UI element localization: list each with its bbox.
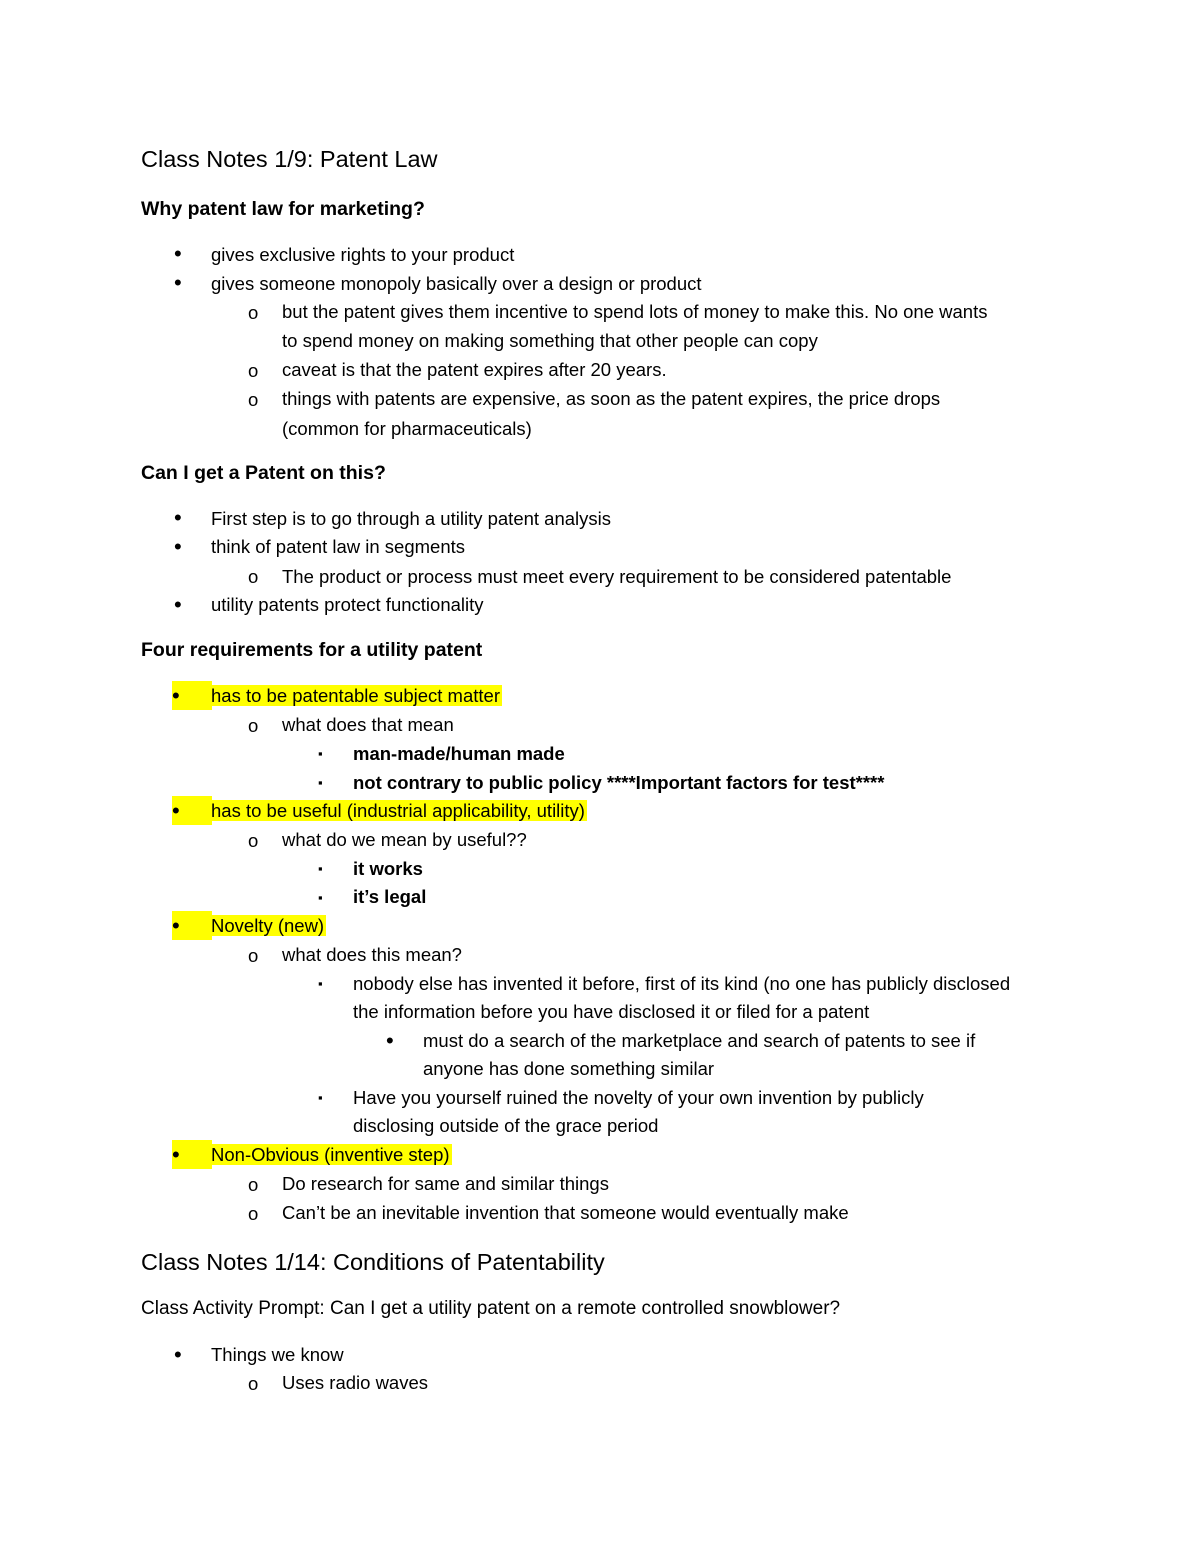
circle-marker: o <box>248 1203 259 1224</box>
list-item: caveat is that the patent expires after 20 years. <box>282 359 667 380</box>
highlight-text: has to be useful (industrial applicability, utility) <box>211 800 585 821</box>
list-item: what do we mean by useful?? <box>282 829 527 850</box>
bullet-marker: • <box>386 1028 394 1053</box>
square-marker: ▪ <box>318 1090 323 1105</box>
list-item-continuation: to spend money on making something that other people can copy <box>282 330 818 351</box>
highlighted-requirement <box>210 911 326 940</box>
list-item-continuation: (common for pharmaceuticals) <box>282 418 532 439</box>
bullet-marker: • <box>174 592 182 617</box>
list-item: Uses radio waves <box>282 1372 429 1393</box>
list-item: gives exclusive rights to your product <box>211 244 515 265</box>
highlight-text: Novelty (new) <box>211 915 325 936</box>
circle-marker: o <box>248 945 259 966</box>
highlighted-bullet-marker: • <box>172 1140 212 1169</box>
list-item-continuation: disclosing outside of the grace period <box>353 1115 659 1136</box>
circle-marker: o <box>248 715 259 736</box>
circle-marker: o <box>248 1373 259 1394</box>
list-item: gives someone monopoly basically over a design or product <box>211 273 702 294</box>
list-item: it works <box>353 858 423 879</box>
circle-marker: o <box>248 302 259 323</box>
list-item-continuation: anyone has done something similar <box>423 1058 715 1079</box>
section-heading-four-requirements: Four requirements for a utility patent <box>141 639 483 661</box>
bullet-marker: • <box>174 505 182 530</box>
bullet-marker: • <box>174 1342 182 1367</box>
highlighted-requirement <box>210 681 502 710</box>
highlighted-requirement <box>210 1140 452 1169</box>
circle-marker: o <box>248 389 259 410</box>
square-marker: ▪ <box>318 775 323 790</box>
list-item: things with patents are expensive, as soon as the patent expires, the price drops <box>282 388 941 409</box>
highlight-text: has to be patentable subject matter <box>211 685 500 706</box>
bullet-marker: • <box>174 270 182 295</box>
section-heading-can-i-get-patent: Can I get a Patent on this? <box>141 462 386 484</box>
list-item: The product or process must meet every requirement to be considered patentable <box>282 566 952 587</box>
bullet-marker: • <box>174 241 182 266</box>
circle-marker: o <box>248 830 259 851</box>
list-item: not contrary to public policy ****Important factors for test**** <box>353 772 885 793</box>
activity-prompt: Class Activity Prompt: Can I get a utility patent on a remote controlled snowblower? <box>141 1298 841 1319</box>
highlighted-requirement <box>210 796 587 825</box>
square-marker: ▪ <box>318 861 323 876</box>
square-marker: ▪ <box>318 746 323 761</box>
square-marker: ▪ <box>318 976 323 991</box>
list-item: Do research for same and similar things <box>282 1173 609 1194</box>
circle-marker: o <box>248 566 259 587</box>
section-heading-why-patent-law: Why patent law for marketing? <box>141 198 425 220</box>
circle-marker: o <box>248 360 259 381</box>
list-item: utility patents protect functionality <box>211 594 484 615</box>
bullet-marker: • <box>174 534 182 559</box>
notes1-title: Class Notes 1/9: Patent Law <box>141 146 438 172</box>
highlighted-bullet-marker: • <box>172 681 212 710</box>
list-item: think of patent law in segments <box>211 536 466 557</box>
list-item: nobody else has invented it before, first of its kind (no one has publicly disclosed <box>353 973 1011 994</box>
list-item-continuation: the information before you have disclosed it or filed for a patent <box>353 1001 870 1022</box>
circle-marker: o <box>248 1174 259 1195</box>
list-item: but the patent gives them incentive to spend lots of money to make this. No one wants <box>282 301 988 322</box>
list-item: Have you yourself ruined the novelty of your own invention by publicly <box>353 1087 924 1108</box>
highlighted-bullet-marker: • <box>172 796 212 825</box>
list-item: what does that mean <box>282 714 454 735</box>
list-item: what does this mean? <box>282 944 462 965</box>
list-item: Can’t be an inevitable invention that someone would eventually make <box>282 1202 849 1223</box>
highlighted-bullet-marker: • <box>172 911 212 940</box>
square-marker: ▪ <box>318 890 323 905</box>
list-item: Things we know <box>211 1344 344 1365</box>
list-item: it’s legal <box>353 886 427 907</box>
list-item: First step is to go through a utility patent analysis <box>211 508 612 529</box>
highlight-text: Non-Obvious (inventive step) <box>211 1144 450 1165</box>
notes2-title: Class Notes 1/14: Conditions of Patentability <box>141 1249 605 1275</box>
list-item: must do a search of the marketplace and search of patents to see if <box>423 1030 976 1051</box>
list-item: man-made/human made <box>353 743 565 764</box>
